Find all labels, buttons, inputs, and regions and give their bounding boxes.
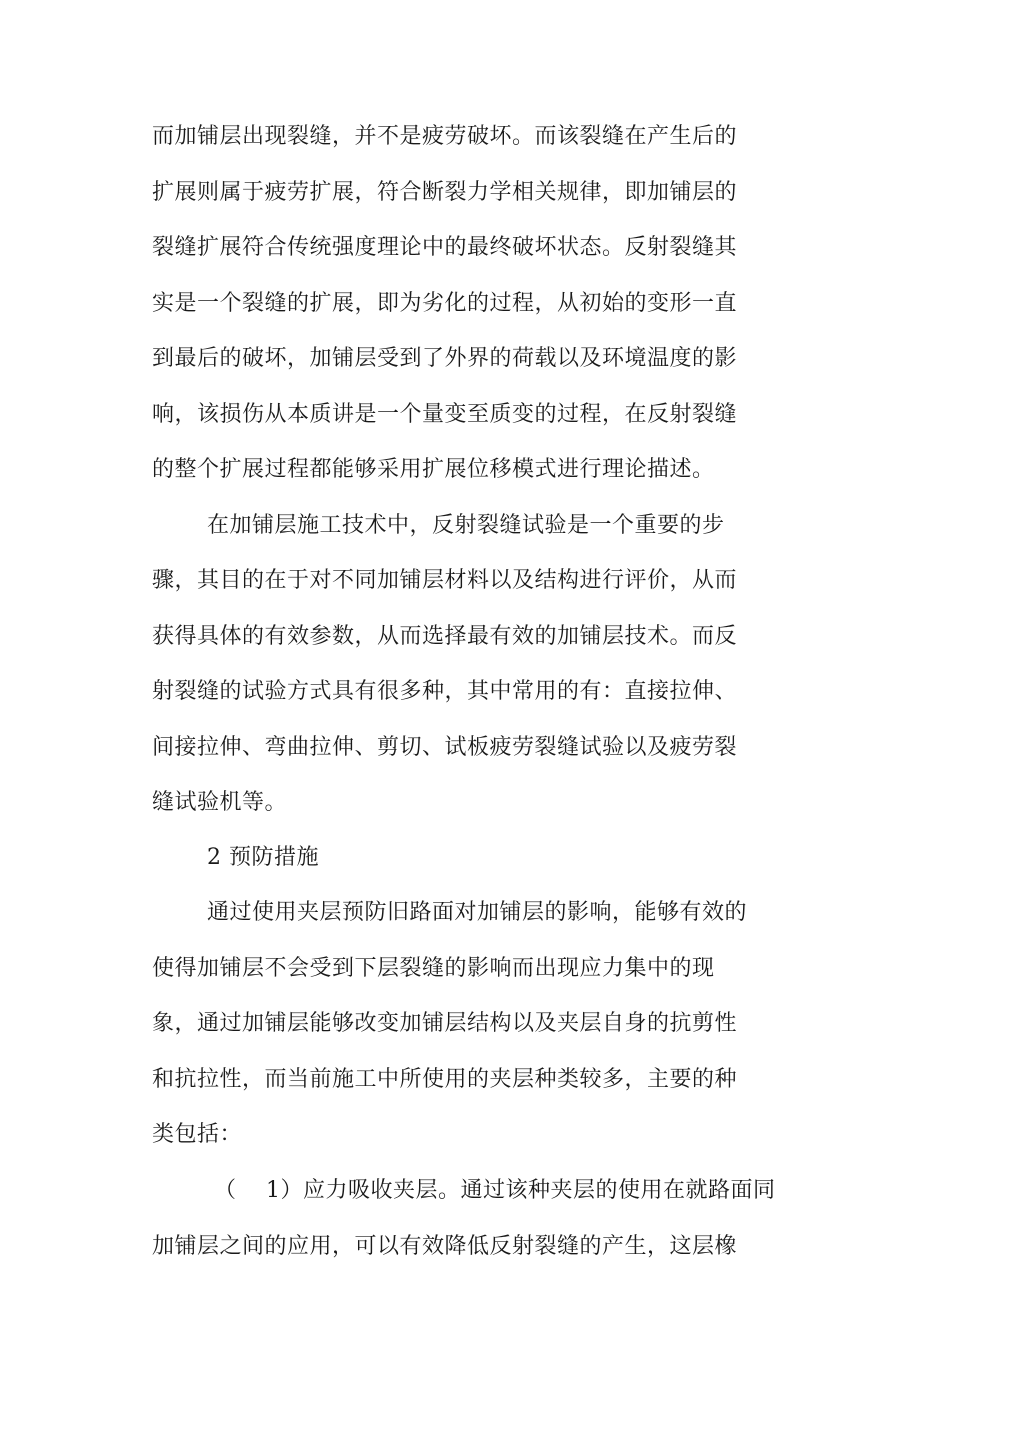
paragraph-1-line-2: 扩展则属于疲劳扩展，符合断裂力学相关规律，即加铺层的 bbox=[152, 180, 738, 205]
paragraph-1-line-1: 而加铺层出现裂缝，并不是疲劳破坏。而该裂缝在产生后的 bbox=[152, 124, 738, 149]
paragraph-3-line-5: 类包括： bbox=[152, 1122, 243, 1147]
paragraph-2-line-5: 间接拉伸、弯曲拉伸、剪切、试板疲劳裂缝试验以及疲劳裂 bbox=[152, 735, 738, 760]
paragraph-3-line-4: 和抗拉性，而当前施工中所使用的夹层种类较多，主要的种 bbox=[152, 1067, 738, 1092]
paragraph-3-line-2: 使得加铺层不会受到下层裂缝的影响而出现应力集中的现 bbox=[152, 956, 715, 981]
paragraph-2-line-6: 缝试验机等。 bbox=[152, 790, 288, 815]
item-1-line-2: 加铺层之间的应用，可以有效降低反射裂缝的产生，这层橡 bbox=[152, 1234, 738, 1259]
paragraph-3-line-3: 象，通过加铺层能够改变加铺层结构以及夹层自身的抗剪性 bbox=[152, 1011, 738, 1036]
item-1-line-1: 1）应力吸收夹层。通过该种夹层的使用在就路面同 bbox=[266, 1178, 776, 1203]
paragraph-3-line-1: 通过使用夹层预防旧路面对加铺层的影响，能够有效的 bbox=[207, 900, 748, 925]
section-heading: 2 预防措施 bbox=[207, 845, 319, 870]
paragraph-2-line-3: 获得具体的有效参数，从而选择最有效的加铺层技术。而反 bbox=[152, 624, 738, 649]
paragraph-1-line-5: 到最后的破坏，加铺层受到了外界的荷载以及环境温度的影 bbox=[152, 346, 738, 371]
item-1-open-paren: （ bbox=[214, 1178, 237, 1203]
paragraph-2-line-2: 骤，其目的在于对不同加铺层材料以及结构进行评价，从而 bbox=[152, 568, 738, 593]
paragraph-1-line-3: 裂缝扩展符合传统强度理论中的最终破坏状态。反射裂缝其 bbox=[152, 235, 738, 260]
paragraph-2-line-1: 在加铺层施工技术中，反射裂缝试验是一个重要的步 bbox=[207, 513, 725, 538]
paragraph-2-line-4: 射裂缝的试验方式具有很多种，其中常用的有：直接拉伸、 bbox=[152, 679, 738, 704]
paragraph-1-line-4: 实是一个裂缝的扩展，即为劣化的过程，从初始的变形一直 bbox=[152, 291, 738, 316]
paragraph-1-line-6: 响，该损伤从本质讲是一个量变至质变的过程，在反射裂缝 bbox=[152, 402, 738, 427]
paragraph-1-line-7: 的整个扩展过程都能够采用扩展位移模式进行理论描述。 bbox=[152, 457, 715, 482]
